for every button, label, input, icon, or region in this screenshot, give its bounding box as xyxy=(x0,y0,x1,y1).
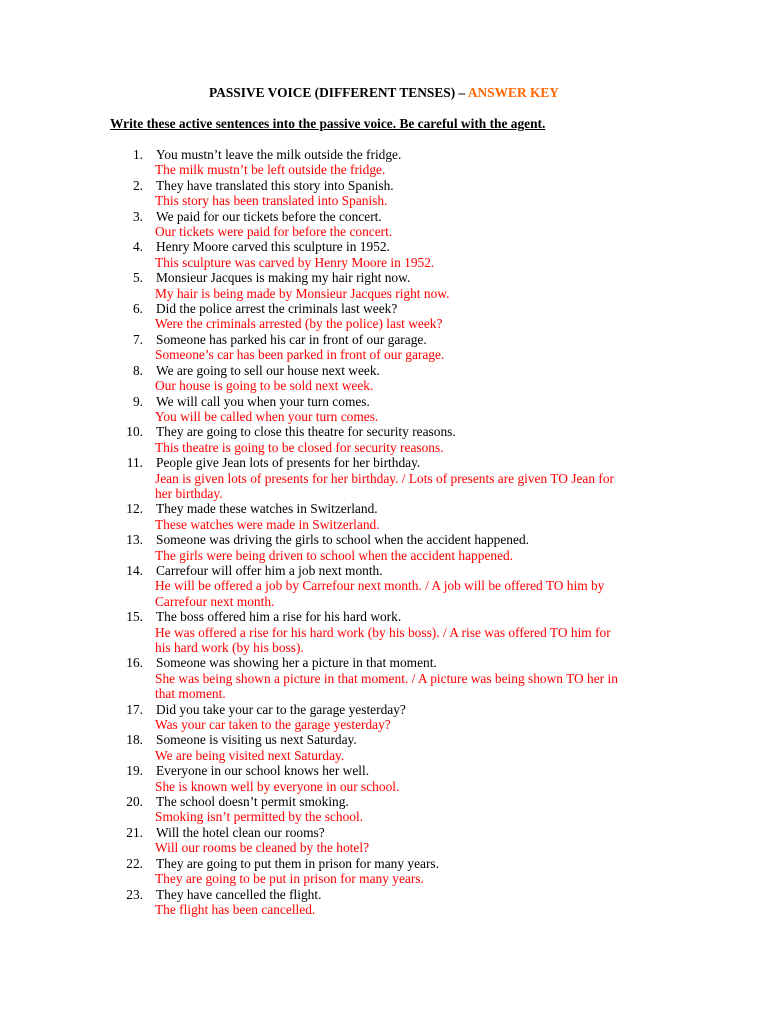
passive-answer: My hair is being made by Monsieur Jacques right now. xyxy=(155,285,450,301)
active-sentence: We are going to sell our house next week. xyxy=(156,362,380,378)
list-item xyxy=(0,501,768,532)
passive-answer: This story has been translated into Spanish. xyxy=(155,193,388,209)
item-number: 15. xyxy=(126,609,143,625)
list-item xyxy=(0,532,768,563)
item-number: 21. xyxy=(126,824,143,840)
list-item xyxy=(0,563,768,609)
item-number: 14. xyxy=(126,562,143,578)
item-number: 17. xyxy=(126,701,143,717)
item-number: 20. xyxy=(126,794,143,810)
list-item xyxy=(0,178,768,209)
passive-answer: She was being shown a picture in that moment. / A picture was being shown TO her in that moment. xyxy=(155,670,618,702)
active-sentence: They have translated this story into Spanish. xyxy=(156,177,394,193)
passive-answer: The milk mustn’t be left outside the fridge. xyxy=(155,162,386,178)
passive-answer: Were the criminals arrested (by the police) last week? xyxy=(155,316,443,332)
item-number: 23. xyxy=(126,886,143,902)
exercise-list xyxy=(0,147,768,917)
passive-answer: This theatre is going to be closed for security reasons. xyxy=(155,439,444,455)
passive-answer: These watches were made in Switzerland. xyxy=(155,516,380,532)
passive-answer: Jean is given lots of presents for her birthday. / Lots of presents are given TO Jean for her birthday. xyxy=(155,470,615,501)
active-sentence: Someone was driving the girls to school when the accident happened. xyxy=(156,532,529,548)
passive-answer: Was your car taken to the garage yesterday? xyxy=(155,717,391,733)
instruction-text: Write these active sentences into the passive voice. Be careful with the agent. xyxy=(110,116,546,131)
item-number: 12. xyxy=(126,501,143,517)
active-sentence: Carrefour will offer him a job next month. xyxy=(156,562,383,578)
passive-answer: The girls were being driven to school when the accident happened. xyxy=(155,547,514,563)
item-number: 13. xyxy=(126,532,143,548)
active-sentence: Someone has parked his car in front of our garage. xyxy=(156,331,427,347)
list-item xyxy=(0,363,768,394)
active-sentence: Henry Moore carved this sculpture in 1952. xyxy=(156,239,390,255)
active-sentence: We paid for our tickets before the concert. xyxy=(156,208,382,224)
list-item xyxy=(0,609,768,655)
passive-answer: They are going to be put in prison for many years. xyxy=(155,871,424,887)
passive-answer: The flight has been cancelled. xyxy=(155,901,316,917)
passive-answer: Someone’s car has been parked in front of our garage. xyxy=(155,347,445,363)
active-sentence: Someone was showing her a picture in that moment. xyxy=(156,655,437,671)
active-sentence: Monsieur Jacques is making my hair right now. xyxy=(156,270,411,286)
item-number: 8. xyxy=(132,362,143,378)
list-item xyxy=(0,270,768,301)
answer-key-label: ANSWER KEY xyxy=(467,85,559,100)
item-number: 18. xyxy=(126,732,143,748)
list-item xyxy=(0,702,768,733)
active-sentence: They made these watches in Switzerland. xyxy=(156,501,378,517)
item-number: 19. xyxy=(126,763,143,779)
list-item xyxy=(0,856,768,887)
item-number: 3. xyxy=(132,208,143,224)
active-sentence: You mustn’t leave the milk outside the fridge. xyxy=(156,147,402,162)
list-item xyxy=(0,887,768,918)
passive-answer: This sculpture was carved by Henry Moore in 1952. xyxy=(155,254,435,270)
list-item xyxy=(0,394,768,425)
active-sentence: We will call you when your turn comes. xyxy=(156,393,370,409)
passive-answer: Our tickets were paid for before the concert. xyxy=(155,224,393,240)
list-item xyxy=(0,424,768,455)
passive-answer: He was offered a rise for his hard work (by his boss). / A rise was offered TO him for his hard work (by his boss). xyxy=(155,624,611,655)
passive-answer: Smoking isn’t permitted by the school. xyxy=(155,809,364,825)
item-number: 16. xyxy=(126,655,143,671)
item-number: 5. xyxy=(132,270,143,286)
item-number: 7. xyxy=(132,331,143,347)
list-item xyxy=(0,655,768,701)
list-item xyxy=(0,209,768,240)
active-sentence: Did you take your car to the garage yesterday? xyxy=(156,701,406,717)
active-sentence: Did the police arrest the criminals last week? xyxy=(156,301,398,317)
item-number: 22. xyxy=(126,855,143,871)
item-number: 11. xyxy=(126,455,143,471)
passive-answer: You will be called when your turn comes. xyxy=(155,408,379,424)
active-sentence: Someone is visiting us next Saturday. xyxy=(156,732,357,748)
list-item xyxy=(0,732,768,763)
item-number: 6. xyxy=(132,301,143,317)
active-sentence: Will the hotel clean our rooms? xyxy=(156,824,325,840)
list-item xyxy=(0,794,768,825)
list-item xyxy=(0,763,768,794)
active-sentence: The school doesn’t permit smoking. xyxy=(156,794,349,810)
title-main: PASSIVE VOICE (DIFFERENT TENSES) – xyxy=(209,85,468,100)
active-sentence: Everyone in our school knows her well. xyxy=(156,763,370,779)
active-sentence: They have cancelled the flight. xyxy=(156,886,322,902)
passive-answer: She is known well by everyone in our school. xyxy=(155,778,400,794)
passive-answer: Our house is going to be sold next week. xyxy=(155,378,374,394)
page-title xyxy=(0,85,768,101)
active-sentence: They are going to put them in prison for many years. xyxy=(156,855,439,871)
item-number: 10. xyxy=(126,424,143,440)
passive-answer: We are being visited next Saturday. xyxy=(155,747,345,763)
passive-answer: He will be offered a job by Carrefour next month. / A job will be offered TO him by Carrefour next month. xyxy=(155,578,605,609)
item-number: 4. xyxy=(132,239,143,255)
item-number: 9. xyxy=(132,393,143,409)
item-number: 2. xyxy=(132,177,143,193)
list-item xyxy=(0,332,768,363)
list-item xyxy=(0,239,768,270)
list-item xyxy=(0,825,768,856)
active-sentence: The boss offered him a rise for his hard work. xyxy=(156,609,402,625)
item-number: 1. xyxy=(132,147,143,162)
list-item xyxy=(0,455,768,501)
list-item xyxy=(0,147,768,178)
active-sentence: People give Jean lots of presents for her birthday. xyxy=(156,455,421,471)
list-item xyxy=(0,301,768,332)
passive-answer: Will our rooms be cleaned by the hotel? xyxy=(155,840,370,856)
active-sentence: They are going to close this theatre for security reasons. xyxy=(156,424,456,440)
